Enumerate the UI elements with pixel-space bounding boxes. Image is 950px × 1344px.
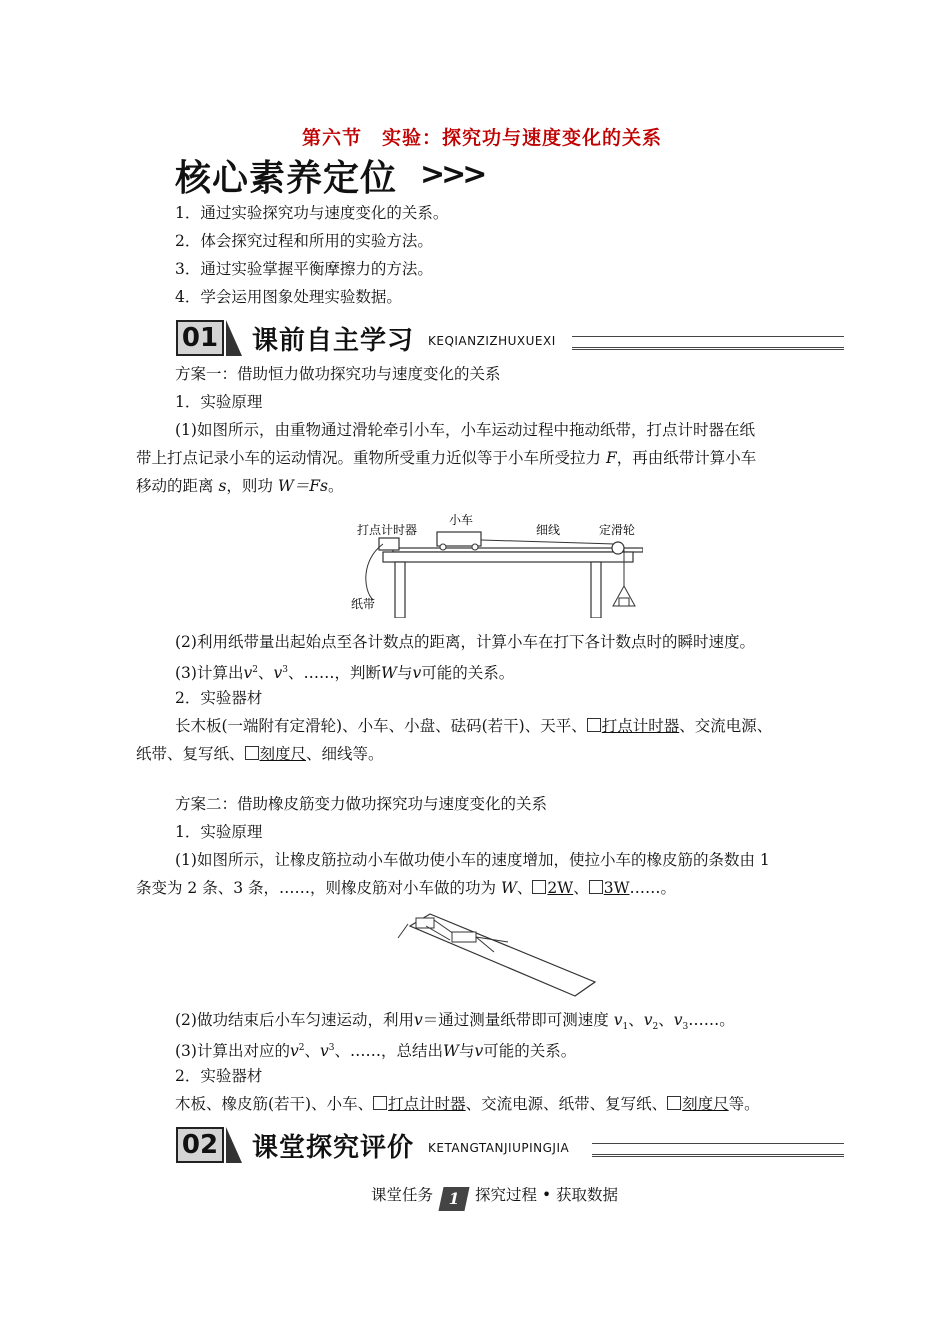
section-header-1 (176, 320, 844, 360)
plan1-principle-head: 1．实验原理 (175, 393, 263, 411)
plan1-equip-line2: 纸带、复写纸、 刻度尺、细线等。 (136, 745, 384, 763)
objective-2: 2．体会探究过程和所用的实验方法。 (175, 232, 433, 250)
section-header-2 (176, 1127, 844, 1167)
blank-box-icon (245, 746, 259, 760)
objective-3: 3．通过实验掌握平衡摩擦力的方法。 (175, 260, 433, 278)
section-pinyin: KEQIANZIZHUXUEXI (428, 334, 556, 348)
slash-decoration (226, 320, 242, 356)
blank-box-icon (373, 1096, 387, 1110)
plan1-title: 方案一：借助恒力做功探究功与速度变化的关系 (175, 365, 501, 383)
blank-box-icon (589, 880, 603, 894)
section-rule (572, 336, 844, 350)
section-number: 01 (176, 320, 224, 356)
plan2-para1-line2: 条变为 2 条、3 条，……，则橡皮筋对小车做的功为 W、 2W、 3W……。 (136, 879, 677, 897)
core-heading: 核心素养定位 (175, 158, 398, 199)
plan2-equip-head: 2．实验器材 (175, 1067, 263, 1085)
plan1-equip-line1: 长木板(一端附有定滑轮)、小车、小盘、砝码(若干)、天平、 打点计时器、交流电源、 (175, 717, 773, 735)
label-timer: 打点计时器 (357, 523, 418, 537)
blank-box-icon (587, 718, 601, 732)
plan2-para3: (3)计算出对应的$v^2$、$v^3$、……，总结出W与v可能的关系。 (175, 1042, 577, 1061)
section-rule (592, 1143, 844, 1157)
section-number: 02 (176, 1127, 224, 1163)
plan1-para2: (2)利用纸带量出起始点至各计数点的距离，计算小车在打下各计数点时的瞬时速度。 (175, 633, 755, 651)
arrows-icon: >>> (420, 157, 484, 192)
plan2-para2: (2)做功结束后小车匀速运动，利用v＝通过测量纸带即可测速度 $v_1$、$v_2$、$v_3\dots\dots$。 (175, 1011, 735, 1033)
plan1-para1-line1: (1)如图所示，由重物通过滑轮牵引小车，小车运动过程中拖动纸带，打点计时器在纸 (175, 421, 755, 439)
blank-box-icon (667, 1096, 681, 1110)
plan1-para3: (3)计算出$v^2$、$v^3$、……，判断W与v可能的关系。 (175, 664, 515, 683)
plan1-equip-head: 2．实验器材 (175, 689, 263, 707)
label-tape: 纸带 (351, 597, 376, 611)
section-pinyin: KETANGTANJIUPINGJIA (428, 1141, 570, 1155)
objective-4: 4．学会运用图象处理实验数据。 (175, 288, 402, 306)
section-name: 课前自主学习 (252, 326, 415, 356)
classroom-task: 课堂任务 1 探究过程 • 获取数据 (371, 1183, 618, 1211)
blank-box-icon (532, 880, 546, 894)
page-title: 第六节 实验：探究功与速度变化的关系 (302, 127, 663, 149)
label-pulley: 定滑轮 (599, 523, 636, 537)
plan1-para1-line2: 带上打点记录小车的运动情况。重物所受重力近似等于小车所受拉力 F，再由纸带计算小车 (136, 449, 757, 467)
label-thread: 细线 (536, 523, 561, 537)
apparatus-figure-2 (390, 904, 600, 1000)
plan2-title: 方案二：借助橡皮筋变力做功探究功与速度变化的关系 (175, 795, 548, 813)
task-number-badge: 1 (438, 1187, 469, 1211)
apparatus-figure-1 (343, 510, 643, 618)
plan2-principle-head: 1．实验原理 (175, 823, 263, 841)
label-cart: 小车 (449, 513, 474, 527)
section-name: 课堂探究评价 (252, 1133, 415, 1163)
slash-decoration (226, 1127, 242, 1163)
plan2-para1-line1: (1)如图所示，让橡皮筋拉动小车做功使小车的速度增加，使拉小车的橡皮筋的条数由 1 (175, 851, 770, 869)
plan2-equip-line: 木板、橡皮筋(若干)、小车、 打点计时器、交流电源、纸带、复写纸、 刻度尺等。 (175, 1095, 760, 1113)
objective-1: 1．通过实验探究功与速度变化的关系。 (175, 204, 449, 222)
plan1-para1-line3: 移动的距离 s，则功 W＝Fs。 (136, 477, 344, 495)
